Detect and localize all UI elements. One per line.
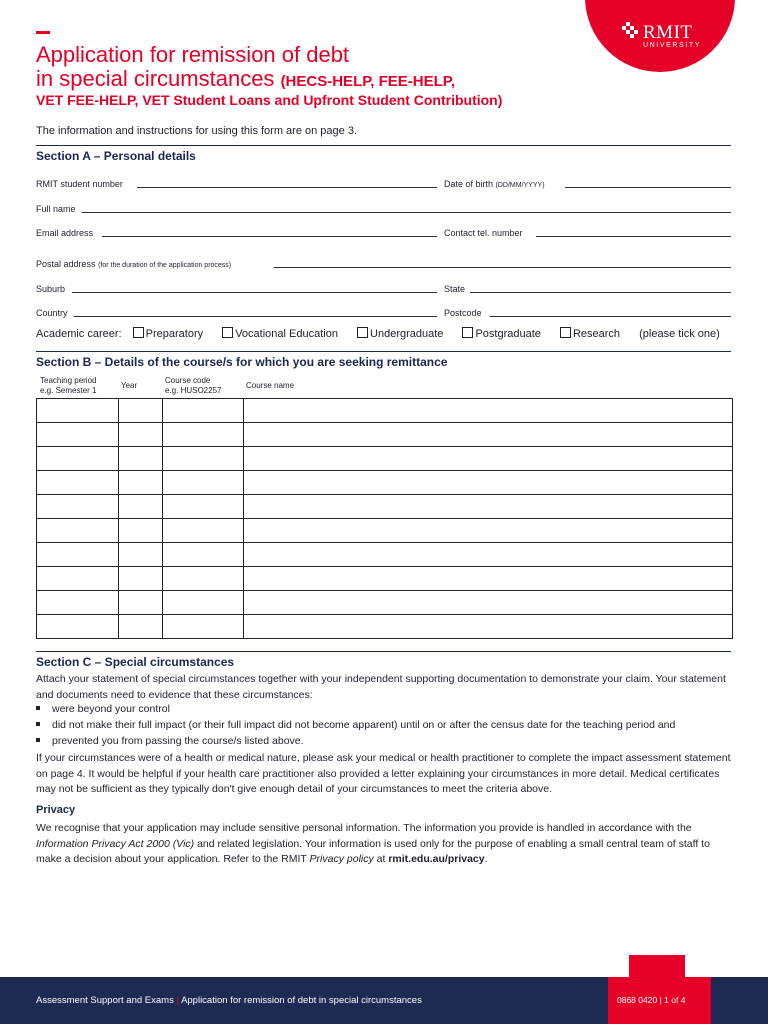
section-b-rule [36,351,731,352]
table-cell[interactable] [37,543,119,567]
table-cell[interactable] [163,471,244,495]
table-row [37,615,733,639]
academic-career-row [36,327,728,340]
table-cell[interactable] [163,543,244,567]
bullet-icon [36,706,40,710]
suburb-label: Suburb [36,284,66,294]
table-cell[interactable] [244,591,733,615]
col-year-header: Year [121,381,138,390]
table-cell[interactable] [244,471,733,495]
checkbox-research[interactable] [560,327,571,338]
course-table [36,398,733,639]
bullet-text: did not make their full impact (or their full impact did not become apparent) until on or after the census date for the teaching period and [52,719,676,731]
table-cell[interactable] [163,495,244,519]
footer-text [36,995,422,1006]
career-option-label: Undergraduate [370,328,444,340]
table-cell[interactable] [119,591,163,615]
table-cell[interactable] [244,399,733,423]
footer-title: Application for remission of debt in special circumstances [181,995,422,1006]
table-cell[interactable] [163,567,244,591]
table-cell[interactable] [244,447,733,471]
col3-line1: Course code [165,376,211,385]
country-label: Country [36,308,68,318]
col1-line2: e.g. Semester 1 [40,386,97,395]
table-cell[interactable] [119,615,163,639]
full-name-field[interactable] [82,212,731,213]
table-cell[interactable] [119,543,163,567]
student-number-label: RMIT student number [36,179,123,189]
dob-hint: (DD/MM/YYYY) [495,182,545,189]
career-option-label: Research [572,328,621,340]
table-cell[interactable] [244,423,733,447]
table-cell[interactable] [37,423,119,447]
table-cell[interactable] [244,519,733,543]
postal-label-text: Postal address [36,259,96,269]
section-a-heading: Section A – Personal details [36,149,196,163]
footer-code: 0868 0420 | 1 of 4 [617,995,686,1005]
career-option-preparatory[interactable] [133,328,211,340]
table-row [37,591,733,615]
table-cell[interactable] [37,399,119,423]
intro-text: The information and instructions for using this form are on page 3. [36,125,358,137]
country-field[interactable] [74,316,437,317]
table-cell[interactable] [244,543,733,567]
section-c-rule [36,651,731,652]
privacy-act: Information Privacy Act 2000 (Vic) [36,837,195,850]
footer-separator: | [176,995,179,1006]
career-option-undergraduate[interactable] [357,328,451,340]
privacy-text-d: . [484,853,488,865]
logo-subtitle: UNIVERSITY [643,42,702,49]
bullet-item [36,719,675,731]
privacy-link[interactable]: rmit.edu.au/privacy [388,853,485,865]
col3-line2: e.g. HUSO2257 [165,386,222,395]
table-cell[interactable] [119,471,163,495]
col-course-name-header: Course name [246,381,295,390]
table-cell[interactable] [119,495,163,519]
table-cell[interactable] [244,615,733,639]
table-cell[interactable] [37,519,119,543]
table-cell[interactable] [37,591,119,615]
career-option-label: Vocational Education [235,328,338,340]
full-name-label: Full name [36,204,76,214]
state-field[interactable] [470,292,731,293]
career-option-label: Postgraduate [475,328,541,340]
table-row [37,543,733,567]
career-label: Academic career: [36,328,122,340]
privacy-text-c: at [373,853,389,865]
col-teaching-period-header [40,376,96,396]
table-cell[interactable] [119,399,163,423]
section-b-heading: Section B – Details of the course/s for which you are seeking remittance [36,355,448,369]
dob-field[interactable] [565,187,731,188]
table-cell[interactable] [119,423,163,447]
logo-wordmark: RMIT [643,22,693,43]
section-c-para2: If your circumstances were of a health or medical nature, please ask your medical or health practitioner to complete the impact assessment statement on page 4. It would be helpful if your health care practitioner also provided a letter explaining your circumstances in more detail. Medical certificates may not be sufficient as they typically don't give enough detail of your circumstances to meet the criteria above. [36,752,731,795]
table-row [37,519,733,543]
title-line2-paren: (HECS-HELP, FEE-HELP, [280,73,456,90]
table-cell[interactable] [163,447,244,471]
phone-label: Contact tel. number [444,228,523,238]
table-row [37,471,733,495]
title-accent-dash [36,31,50,34]
table-row [37,423,733,447]
privacy-policy: Privacy policy [309,853,374,865]
section-c-para1: Attach your statement of special circumstances together with your independent supporting documentation to demonstrate your claim. Your statement and documents need to evidence that these circumstances: [36,673,726,701]
table-row [37,567,733,591]
page-number: 1 of 4 [664,995,686,1005]
checkbox-undergraduate[interactable] [357,327,368,338]
footer-dept: Assessment Support and Exams [36,995,174,1006]
table-cell[interactable] [37,567,119,591]
table-row [37,399,733,423]
checkbox-preparatory[interactable] [133,327,144,338]
career-option-vocational[interactable] [222,328,346,340]
privacy-heading: Privacy [36,804,76,816]
privacy-text [36,821,736,868]
table-row [37,495,733,519]
table-cell[interactable] [244,495,733,519]
bullet-item [36,735,304,747]
bullet-icon [36,722,40,726]
phone-field[interactable] [536,236,731,237]
checkbox-postgraduate[interactable] [462,327,473,338]
postal-address-label [36,259,231,269]
bullet-text: were beyond your control [52,703,170,715]
checkbox-vocational[interactable] [222,327,233,338]
table-cell[interactable] [37,471,119,495]
section-c-heading: Section C – Special circumstances [36,655,235,669]
page-title-line3: VET FEE-HELP, VET Student Loans and Upfront Student Contribution) [36,92,503,108]
col-course-code-header [165,376,221,396]
table-row [37,447,733,471]
state-label: State [444,284,466,294]
rmit-pixel-logo-icon [622,22,639,39]
table-cell[interactable] [163,423,244,447]
dob-label-text: Date of birth [444,179,494,189]
table-cell[interactable] [163,519,244,543]
postcode-field[interactable] [490,316,731,317]
postcode-label: Postcode [444,308,482,318]
postal-address-field[interactable] [274,267,731,268]
table-cell[interactable] [119,447,163,471]
table-cell[interactable] [244,567,733,591]
email-field[interactable] [102,236,437,237]
bullet-icon [36,738,40,742]
page-title-line1: Application for remission of debt [36,42,350,67]
col1-line1: Teaching period [40,376,97,385]
table-cell[interactable] [119,519,163,543]
postal-hint: (for the duration of the application process) [98,262,232,269]
footer-red-block-top [629,955,685,978]
email-label: Email address [36,228,94,238]
bullet-item [36,703,170,715]
bullet-text: prevented you from passing the course/s listed above. [52,735,304,747]
suburb-field[interactable] [72,292,437,293]
table-cell[interactable] [37,495,119,519]
student-number-field[interactable] [137,187,437,188]
career-option-postgraduate[interactable] [462,328,548,340]
table-cell[interactable] [163,615,244,639]
table-cell[interactable] [119,567,163,591]
table-cell[interactable] [37,615,119,639]
career-option-research[interactable] [560,328,628,340]
page-title-line2 [36,66,455,95]
career-option-label: Preparatory [145,328,204,340]
dob-label [444,179,545,189]
title-line2-main: in special circumstances [36,66,275,91]
career-hint: (please tick one) [639,328,720,340]
privacy-text-a: We recognise that your application may include sensitive personal information. The information you provide is handled in accordance with the [36,822,692,834]
section-a-rule [36,145,731,146]
form-code: 0868 0420 [617,995,658,1005]
table-cell[interactable] [163,399,244,423]
table-cell[interactable] [37,447,119,471]
privacy-text-b: and related legislation. Your information is used only for the purpose of enabling a small central team of staff to make a decision about your application. Refer to the RMIT [36,837,710,865]
table-cell[interactable] [163,591,244,615]
